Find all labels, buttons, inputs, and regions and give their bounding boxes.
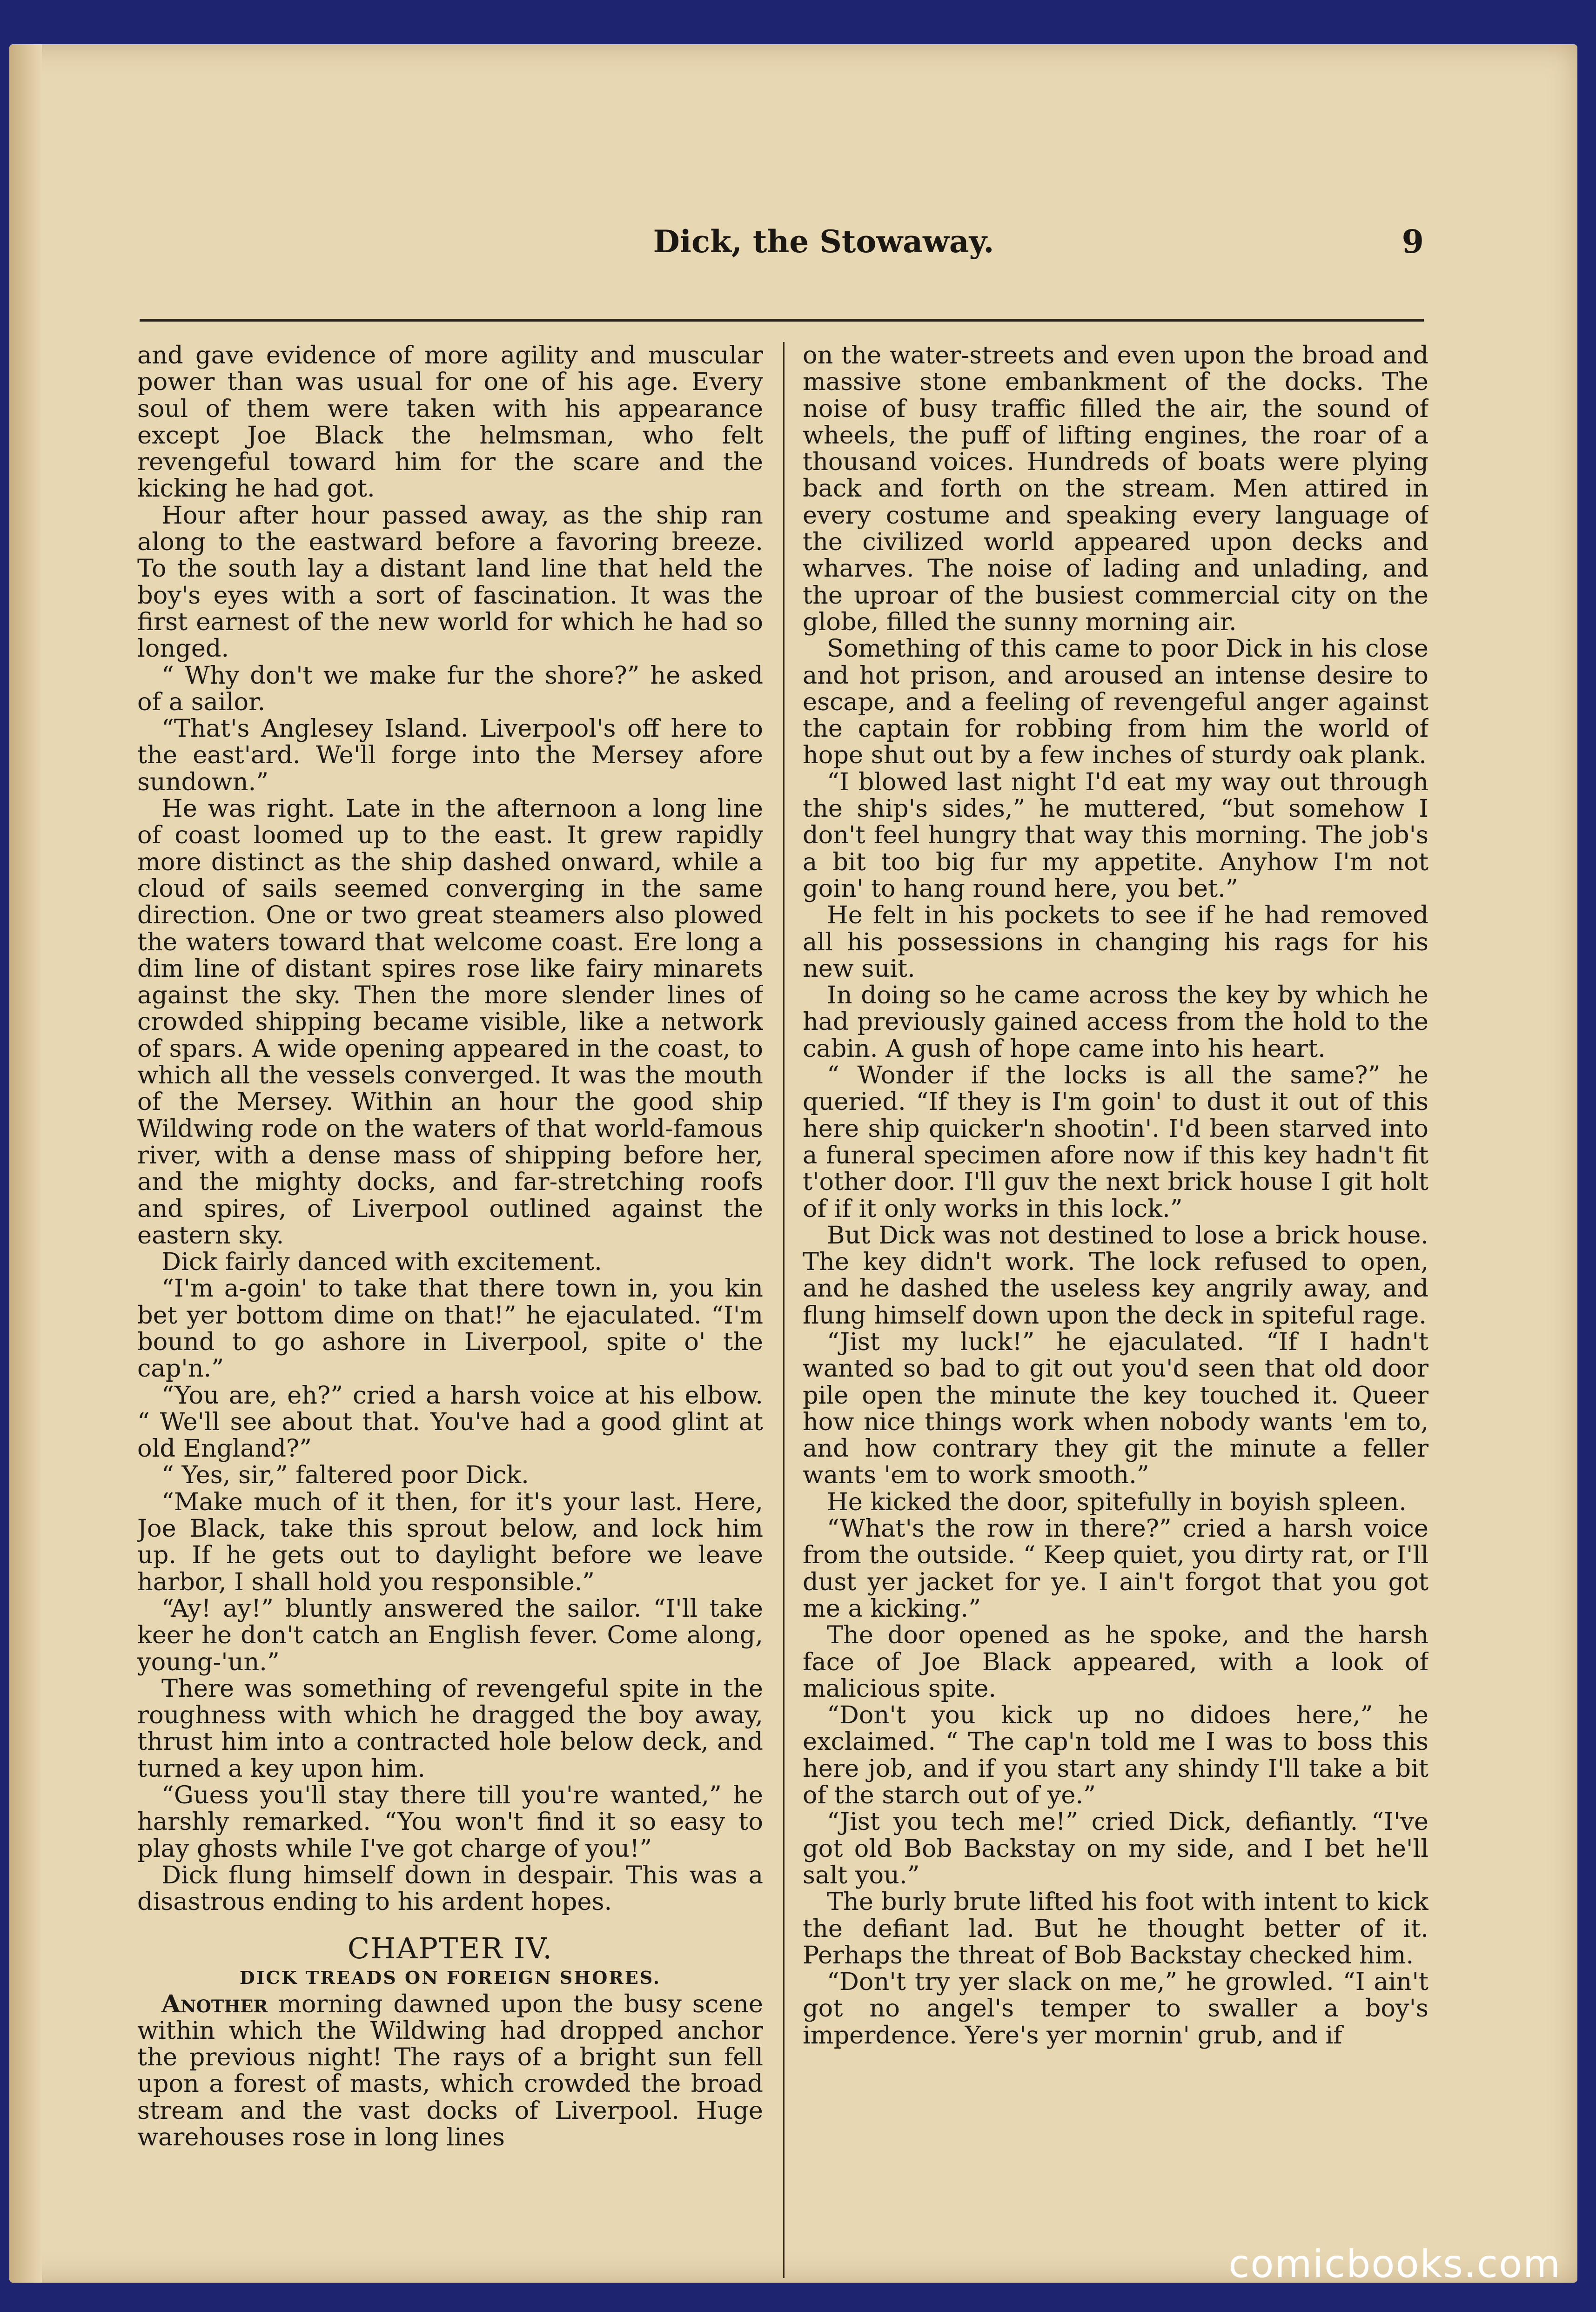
- paragraph: Dick fairly danced with excitement.: [161, 1248, 602, 1277]
- paragraph: “I blowed last night I'd eat my way out through the ship's sides,” he muttered, “but somehow I don't feel hungry that way this morning. The job's a bit too big fur my appetite. Anyhow I'm not goin' to hang round here, you bet.”: [803, 767, 1428, 903]
- paragraph: He felt in his pockets to see if he had removed all his possessions in changing his rags for his new suit.: [803, 901, 1428, 983]
- page-header: [140, 223, 1424, 279]
- paragraph: The door opened as he spoke, and the harsh face of Joe Black appeared, with a look of malicious spite.: [803, 1621, 1428, 1703]
- chapter-title: CHAPTER IV.: [347, 1931, 553, 1965]
- paragraph: and gave evidence of more agility and muscular power than was usual for one of his age. Every soul of them were taken with his appearance except Joe Black the helmsman, who felt revengeful toward him for the scare and the kicking he had got.: [137, 342, 763, 503]
- paragraph: “ Wonder if the locks is all the same?” he queried. “If they is I'm goin' to dust it out of this here ship quicker'n shootin'. I'd been starved into a funeral specimen afore now if this key hadn't fit t'other door. I'll guv the next brick house I git holt of if it only works in this lock.”: [803, 1061, 1428, 1223]
- chapter-subtitle: DICK TREADS ON FOREIGN SHORES.: [239, 1967, 661, 1988]
- running-title: Dick, the Stowaway.: [653, 223, 994, 260]
- paragraph: In doing so he came across the key by which he had previously gained access from the hold to the cabin. A gush of hope came into his heart.: [803, 981, 1428, 1063]
- paragraph: “I'm a-goin' to take that there town in, you kin bet yer bottom dime on that!” he ejaculated. “I'm bound to go ashore in Liverpool, spite o' the cap'n.”: [137, 1274, 763, 1383]
- watermark: comicbooks.com: [1228, 2242, 1561, 2286]
- paragraph: “What's the row in there?” cried a harsh voice from the outside. “ Keep quiet, you dirty rat, or I'll dust yer jacket for ye. I ain't forgot that you got me a kicking.”: [803, 1514, 1428, 1623]
- book-page: [9, 44, 1577, 2283]
- paragraph: “ Yes, sir,” faltered poor Dick.: [161, 1461, 529, 1490]
- paragraph: The burly brute lifted his foot with intent to kick the defiant lad. But he thought better of it. Perhaps the threat of Bob Backstay checked him.: [803, 1888, 1428, 1969]
- paragraph: He kicked the door, spitefully in boyish spleen.: [827, 1487, 1407, 1516]
- paragraph: There was something of revengeful spite in the roughness with which he dragged the boy away, thrust him into a contracted hole below deck, and turned a key upon him.: [137, 1674, 763, 1783]
- right-column: [803, 342, 1428, 2278]
- paragraph: “Don't you kick up no didoes here,” he exclaimed. “ The cap'n told me I was to boss this here job, and if you start any shindy I'll take a bit of the starch out of ye.”: [803, 1701, 1428, 1810]
- paragraph: on the water-streets and even upon the broad and massive stone embankment of the docks. The noise of busy traffic filled the air, the sound of wheels, the puff of lifting engines, the roar of a thousand voices. Hundreds of boats were plying back and forth on the stream. Men attired in every costume and speaking every language of the civilized world appeared upon decks and wharves. The noise of lading and unlading, and the uproar of the busiest commercial city on the globe, filled the sunny morning air.: [803, 342, 1428, 636]
- column-divider: [783, 342, 785, 2278]
- paragraph: “Jist my luck!” he ejaculated. “If I hadn't wanted so bad to git out you'd seen that old door pile open the minute the key touched it. Queer how nice things work when nobody wants 'em to, and how contrary they git the minute a feller wants 'em to work smooth.”: [803, 1327, 1428, 1490]
- paragraph: “Jist you tech me!” cried Dick, defiantly. “I've got old Bob Backstay on my side, and I bet he'll salt you.”: [803, 1808, 1428, 1889]
- paragraph: “Don't try yer slack on me,” he growled. “I ain't got no angel's temper to swaller a boy's imperdence. Yere's yer mornin' grub, and if: [803, 1968, 1428, 2050]
- paragraph: Something of this came to poor Dick in his close and hot prison, and aroused an intense desire to escape, and a feeling of revengeful anger against the captain for robbing from him the world of hope shut out by a few inches of sturdy oak plank.: [803, 634, 1428, 770]
- paragraph: [137, 1991, 763, 2151]
- chapter-opening-word: Another: [161, 1989, 268, 2018]
- paragraph: “You are, eh?” cried a harsh voice at his elbow. “ We'll see about that. You've had a good glint at old England?”: [137, 1381, 763, 1463]
- paragraph: Hour after hour passed away, as the ship ran along to the eastward before a favoring breeze. To the south lay a distant land line that held the boy's eyes with a sort of fascination. It was the first earnest of the new world for which he had so longed.: [137, 501, 763, 663]
- paragraph: “That's Anglesey Island. Liverpool's off here to the east'ard. We'll forge into the Mersey afore sundown.”: [137, 714, 763, 796]
- paragraph: “Ay! ay!” bluntly answered the sailor. “I'll take keer he don't catch an English fever. Come along, young-'un.”: [137, 1594, 763, 1676]
- paragraph: Dick flung himself down in despair. This was a disastrous ending to his ardent hopes.: [137, 1861, 763, 1916]
- paragraph: “Guess you'll stay there till you're wanted,” he harshly remarked. “You won't find it so easy to play ghosts while I've got charge of you!”: [137, 1781, 763, 1863]
- left-column: [137, 342, 763, 2278]
- page-spine-shadow: [9, 44, 42, 2283]
- paragraph-text: morning dawned upon the busy scene within which the Wildwing had dropped anchor the previous night! The rays of a bright sun fell upon a forest of masts, which crowded the broad stream and the vast docks of Liverpool. Huge warehouses rose in long lines: [137, 1989, 763, 2151]
- paragraph: “ Why don't we make fur the shore?” he asked of a sailor.: [137, 661, 763, 716]
- paragraph: He was right. Late in the afternoon a long line of coast loomed up to the east. It grew rapidly more distinct as the ship dashed onward, while a cloud of sails seemed converging in the same direction. One or two great steamers also plowed the waters toward that welcome coast. Ere long a dim line of distant spires rose like fairy minarets against the sky. Then the more slender lines of crowded shipping became visible, like a network of spars. A wide opening appeared in the coast, to which all the vessels converged. It was the mouth of the Mersey. Within an hour the good ship Wildwing rode on the waters of that world-famous river, with a dense mass of shipping before her, and the mighty docks, and far-stretching roofs and spires, of Liverpool outlined against the eastern sky.: [137, 794, 763, 1250]
- paragraph: “Make much of it then, for it's your last. Here, Joe Black, take this sprout below, and lock him up. If he gets out to daylight before we leave harbor, I shall hold you responsible.”: [137, 1487, 763, 1596]
- paragraph: But Dick was not destined to lose a brick house. The key didn't work. The lock refused to open, and he dashed the useless key angrily away, and flung himself down upon the deck in spiteful rage.: [803, 1221, 1428, 1330]
- header-rule: [140, 319, 1424, 322]
- page-number: 9: [1402, 223, 1424, 261]
- text-columns: [137, 342, 1440, 2278]
